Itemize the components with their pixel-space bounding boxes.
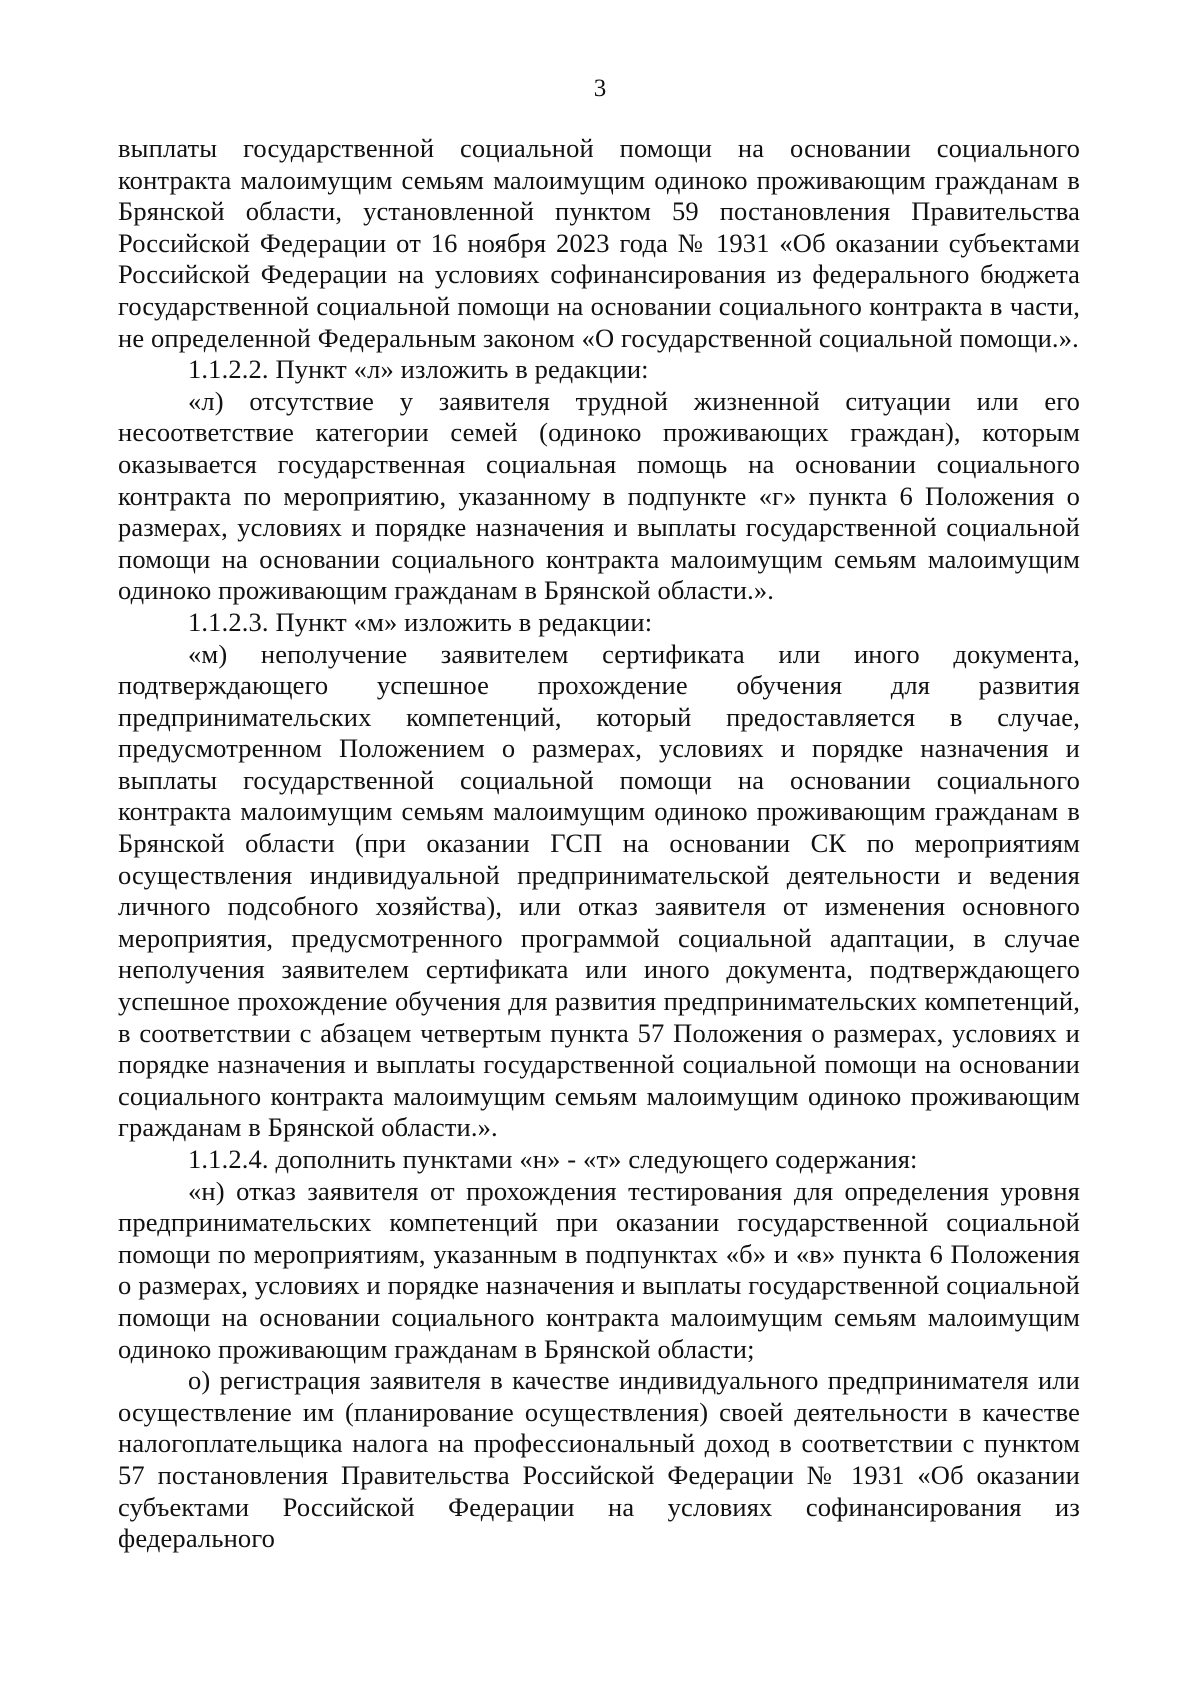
paragraph-item-1-1-2-4: 1.1.2.4. дополнить пунктами «н» - «т» следующего содержания: <box>188 1144 918 1174</box>
paragraph-item-1-1-2-3: 1.1.2.3. Пункт «м» изложить в редакции: <box>188 606 653 637</box>
paragraph-subitem-l: «л) отсутствие у заявителя трудной жизненной ситуации или его несоответствие категории семей (одиноко проживающих граждан), которым оказывается государственная социальная помощь на основании социального контракта по мероприятию, указанному в подпункте «г» пункта 6 Положения о размерах, условиях и порядке назначения и выплаты государственной социальной помощи на основании социального контракта малоимущим семьям малоимущим одиноко проживающим гражданам в Брянской области.». <box>118 385 1080 606</box>
paragraph-subitem-m: «м) неполучение заявителем сертификата или иного документа, подтверждающего успешное прохождение обучения для развития предпринимательских компетенций, который предоставляется в случае, предусмотренном Положением о размерах, условиях и порядке назначения и выплаты государственной социальной помощи на основании социального контракта малоимущим семьям малоимущим одиноко проживающим гражданам в Брянской области (при оказании ГСП на основании СК по мероприятиям осуществления индивидуальной предпринимательской деятельности и ведения личного подсобного хозяйства), или отказ заявителя от изменения основного мероприятия, предусмотренного программой социальной адаптации, в случае неполучения заявителем сертификата или иного документа, подтверждающего успешное прохождение обучения для развития предпринимательских компетенций, в соответствии с абзацем четвертым пункта 57 Положения о размерах, условиях и порядке назначения и выплаты государственной социальной помощи на основании социального контракта малоимущим семьям малоимущим одиноко проживающим гражданам в Брянской области.». <box>118 638 1080 1143</box>
paragraph-continuation: выплаты государственной социальной помощи на основании социального контракта малоимущим семьям малоимущим одиноко проживающим гражданам в Брянской области, установленной пунктом 59 постановления Правительства Российской Федерации от 16 ноября 2023 года № 1931 «Об оказании субъектами Российской Федерации на условиях софинансирования из федерального бюджета государственной социальной помощи на основании социального контракта в части, не определенной Федеральным законом «О государственной социальной помощи.». <box>118 133 1080 353</box>
document-body <box>118 133 1080 1555</box>
page-number: 3 <box>593 75 607 102</box>
paragraph-subitem-n: «н) отказ заявителя от прохождения тестирования для определения уровня предпринимательских компетенций при оказании государственной социальной помощи по мероприятиям, указанным в подпунктах «б» и «в» пункта 6 Положения о размерах, условиях и порядке назначения и выплаты государственной социальной помощи на основании социального контракта малоимущим семьям малоимущим одиноко проживающим гражданам в Брянской области; <box>118 1175 1080 1364</box>
paragraph-item-1-1-2-2: 1.1.2.2. Пункт «л» изложить в редакции: <box>188 354 649 385</box>
paragraph-subitem-o: о) регистрация заявителя в качестве индивидуального предпринимателя или осуществление им (планирование осуществления) своей деятельности в качестве налогоплательщика налога на профессиональный доход в соответствии с пунктом 57 постановления Правительства Российской Федерации № 1931 «Об оказании субъектами Российской Федерации на условиях софинансирования из федерального <box>118 1365 1080 1554</box>
